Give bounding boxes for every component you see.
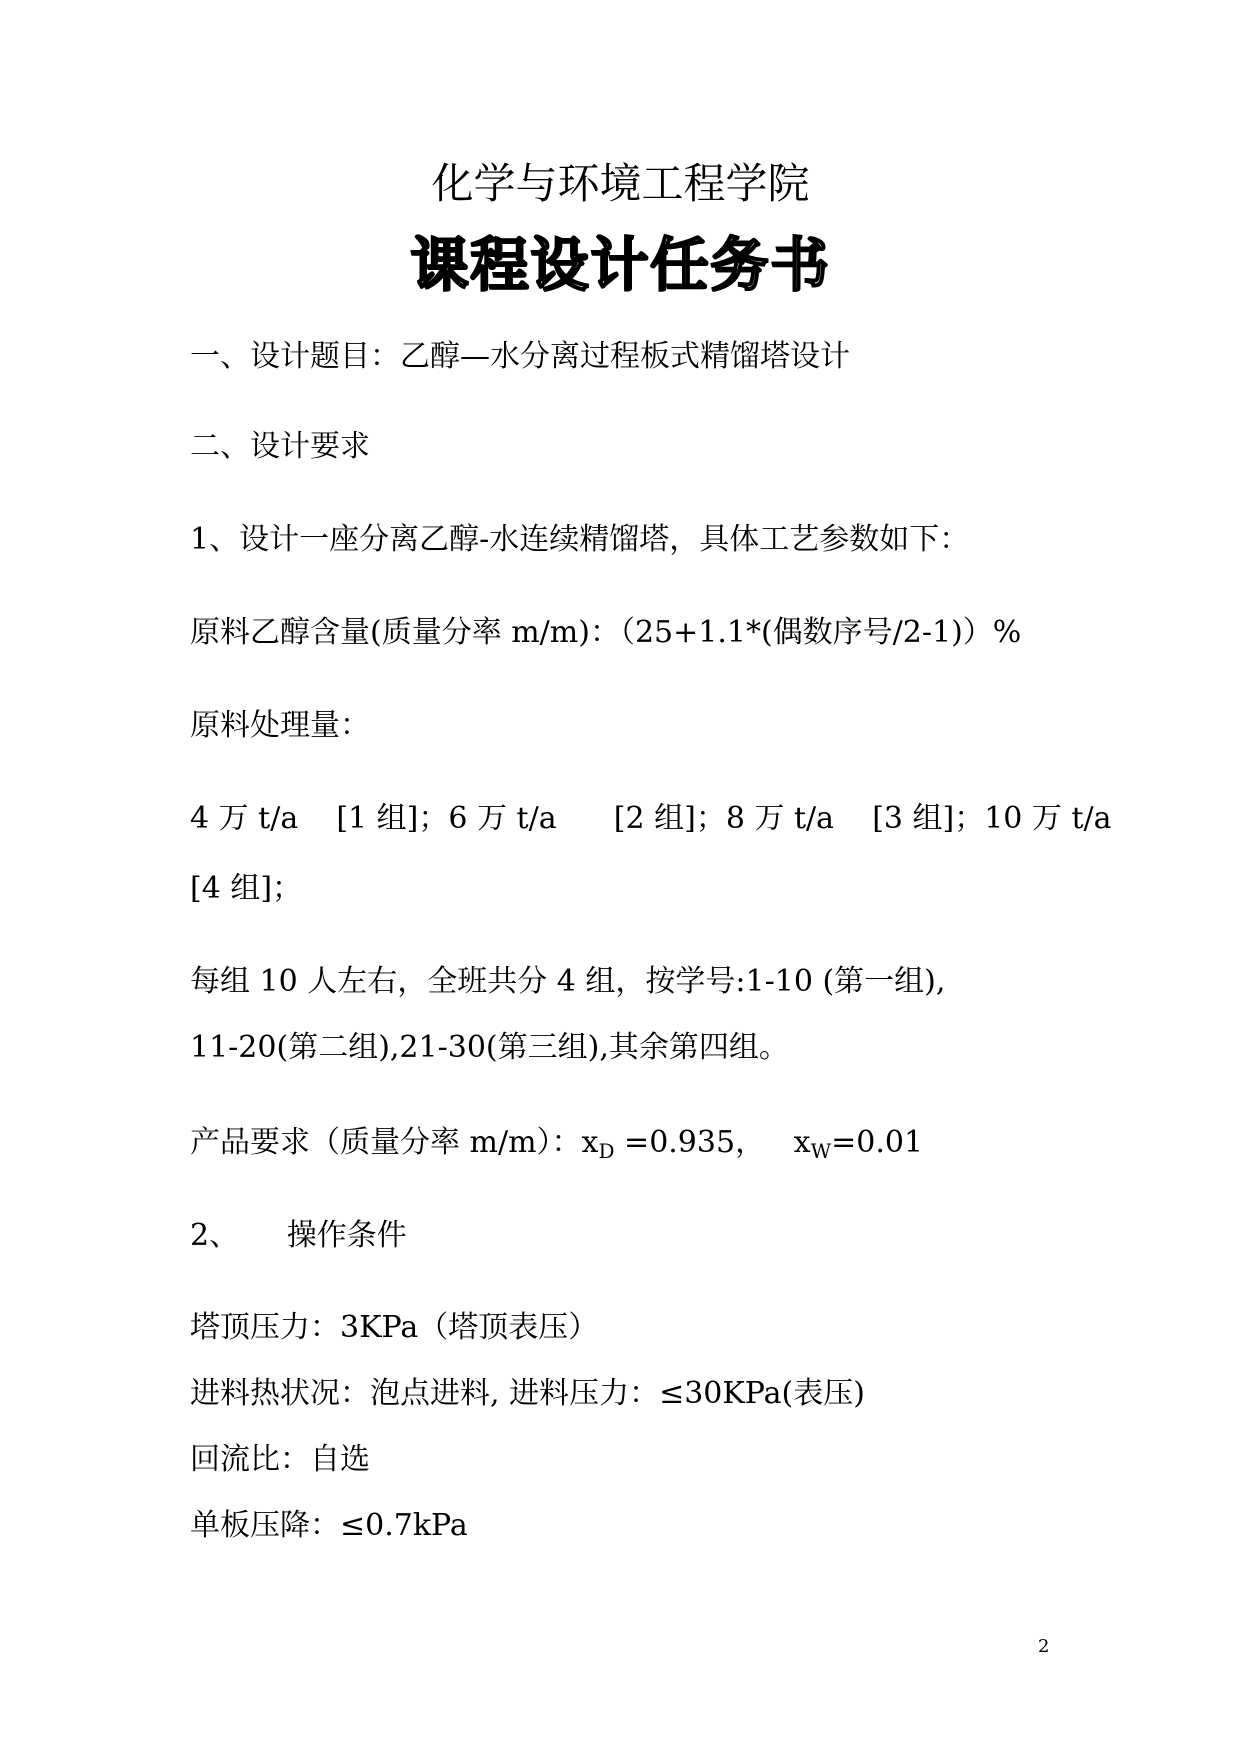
product-requirement-prefix: 产品要求（质量分率 m/m）：x [190,1125,599,1160]
document-title: 课程设计任务书 [410,231,831,299]
reflux-ratio: 回流比：自选 [190,1442,370,1477]
product-requirement [190,1123,923,1171]
school-heading: 化学与环境工程学院 [431,159,810,208]
feed-thermal-state: 进料热状况：泡点进料, 进料压力：≤30KPa(表压) [190,1376,865,1411]
xd-subscript: D [598,1139,615,1163]
feed-ethanol-content: 原料乙醇含量(质量分率 m/m)：（25+1.1*(偶数序号/2-1)）% [190,615,1022,650]
feed-rate-label: 原料处理量： [190,708,370,743]
page-number: 2 [1038,1636,1050,1657]
feed-rate-options-line2: [4 组]； [190,871,303,906]
group-info-line1: 每组 10 人左右，全班共分 4 组，按学号:1-10 (第一组), [190,964,946,999]
operating-conditions-heading: 2、 操作条件 [190,1218,407,1253]
product-requirement-middle: =0.935， x [614,1125,811,1160]
feed-rate-options-line1: 4 万 t/a [1 组]；6 万 t/a [2 组]；8 万 t/a [3 组]；10 万 t/a [190,801,1112,836]
design-topic: 一、设计题目：乙醇—水分离过程板式精馏塔设计 [190,339,850,374]
design-requirements-heading: 二、设计要求 [190,429,370,464]
top-pressure: 塔顶压力：3KPa（塔顶表压） [190,1310,599,1345]
requirement-item-1: 1、设计一座分离乙醇-水连续精馏塔，具体工艺参数如下： [190,522,970,557]
plate-pressure-drop: 单板压降：≤0.7kPa [190,1508,468,1543]
xw-subscript: W [810,1139,832,1163]
group-info-line2: 11-20(第二组),21-30(第三组),其余第四组。 [190,1030,789,1065]
product-requirement-suffix: =0.01 [831,1125,924,1160]
